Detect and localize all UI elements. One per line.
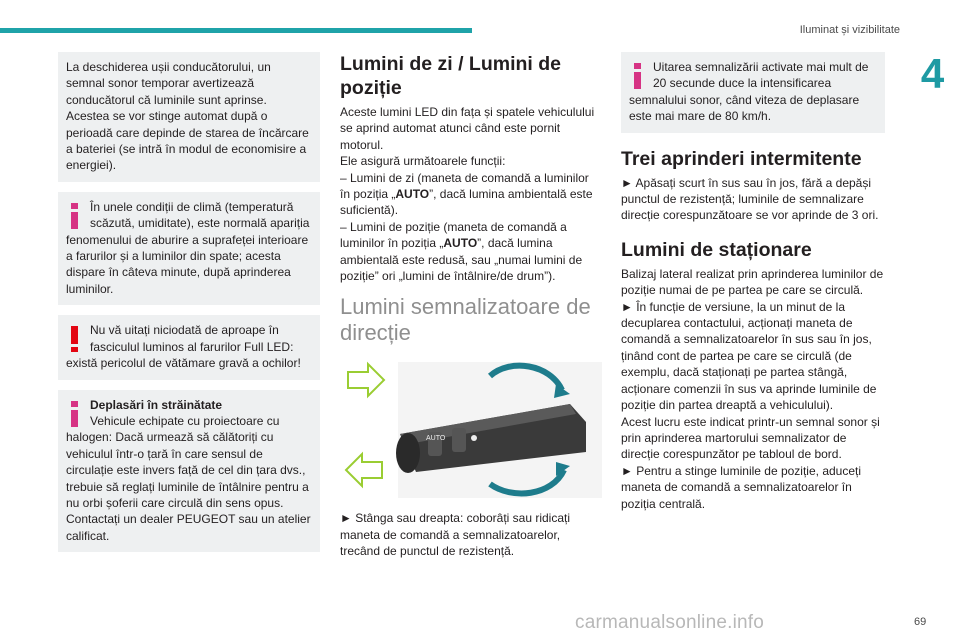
day-lights-item2: – Lumini de poziție (maneta de comandă a luminilor în poziția „AUTO”, dacă lumina ambientală este redusă, sau „numai lumini de poziție” ori „lumini de întâlnire/de drum”). — [340, 219, 583, 284]
climate-note — [58, 192, 320, 305]
top-accent-bar — [0, 28, 472, 33]
signal-note — [621, 52, 885, 133]
parking-p2: ► În funcție de versiune, la un minut de la decuplarea contactului, acționați maneta de comandă a semnalizatoarelor în sus sau în jos, ținând cont de partea pe care se circulă (de exemplu, dacă staționați pe partea stângă, acționare comenzii în sus va aprinde luminile de poziție din partea dreaptă a vehiculului). — [621, 299, 877, 413]
info-icon — [66, 202, 84, 230]
arrow-right-icon — [348, 364, 384, 396]
parking-lights-heading: Lumini de staționare — [621, 238, 812, 261]
three-flashes-heading: Trei aprinderi intermitente — [621, 147, 862, 170]
column-2 — [340, 52, 602, 560]
stalk-illustration — [340, 360, 602, 500]
info-icon — [66, 400, 84, 428]
parking-p1: Balizaj lateral realizat prin aprinderea luminilor de poziție numai de pe partea pe care se circulă. — [621, 266, 884, 298]
column-1 — [58, 52, 320, 562]
warning-note-text: Nu vă uitați niciodată de aproape în fasciculul luminos al farurilor Full LED: există pericolul de vătămare gravă a ochilor! — [66, 323, 301, 371]
abroad-note-body: Vehicule echipate cu proiectoare cu halogen: Dacă urmează să călătoriți cu vehiculul într-o țară în care sensul de circulație este invers față de cel din țara dvs., trebuie să reglați luminile de întâlnire pentru a nu orbi șoferii care circulă din sens opus. Contactați un dealer PEUGEOT sau un atelier calificat. — [66, 413, 311, 543]
day-lights-heading: Lumini de zi / Lumini de poziție — [340, 53, 562, 99]
warning-icon — [66, 325, 84, 353]
chapter-number: 4 — [920, 50, 945, 97]
parking-p3: Acest lucru este indicat printr-un semnal sonor și prin aprinderea martorului semnalizator de direcție corespunzător pe tabloul de bord. — [621, 414, 880, 462]
page-number: 69 — [914, 616, 927, 628]
column-3 — [621, 52, 885, 512]
day-lights-p2: Ele asigură următoarele funcții: — [340, 154, 506, 169]
arrow-left-icon — [346, 454, 382, 486]
section-title: Iluminat și vizibilitate — [799, 24, 900, 36]
figure-auto-label: AUTO — [426, 435, 446, 443]
turn-signals-heading: Lumini semnalizatoare de direcție — [340, 294, 591, 346]
day-lights-item1: – Lumini de zi (maneta de comandă a luminilor în poziția „AUTO”, dacă lumina ambientală este suficientă). — [340, 170, 593, 218]
watermark: carmanualsonline.info — [575, 612, 765, 633]
three-flashes-text: ► Apăsați scurt în sus sau în jos, fără a depăși punctul de rezistență; luminile de semnalizare direcție corespunzătoare se vor aprinde de 3 ori. — [621, 175, 879, 223]
climate-note-text: În unele condiții de climă (temperatură scăzută, umiditate), este normală apariția fenomenului de aburire a suprafeței interioare a farurilor și a luminilor din spate; acesta dispare în câteva minute, după aprinderea luminilor. — [66, 199, 310, 296]
intro-note — [58, 52, 320, 182]
intro-text: La deschiderea ușii conducătorului, un semnal sonor temporar avertizează conducătorul că luminile sunt aprinse. Acestea se vor stinge automat după o perioadă care depinde de starea de încărcare a bateriei (se intră în modul de economisire a energiei). — [66, 60, 309, 173]
parking-p4: ► Pentru a stinge luminile de poziție, aduceți maneta de comandă a semnalizatoarelor în poziția centrală. — [621, 463, 862, 511]
turn-signal-caption: ► Stânga sau dreapta: coborâți sau ridicați maneta de comandă a semnalizatoarelor, trecând de punctul de rezistență. — [340, 511, 571, 559]
day-lights-p1: Aceste lumini LED din fața și spatele vehiculului se aprind automat atunci când este pornit motorul. — [340, 105, 595, 152]
abroad-note — [58, 390, 320, 553]
info-icon — [629, 62, 647, 90]
warning-note — [58, 315, 320, 379]
abroad-note-title: Deplasări în străinătate — [90, 397, 223, 412]
signal-note-text: Uitarea semnalizării activate mai mult de 20 secunde duce la intensificarea semnalului sonor, când viteza de deplasare este mai mare de 80 km/h. — [629, 60, 869, 124]
